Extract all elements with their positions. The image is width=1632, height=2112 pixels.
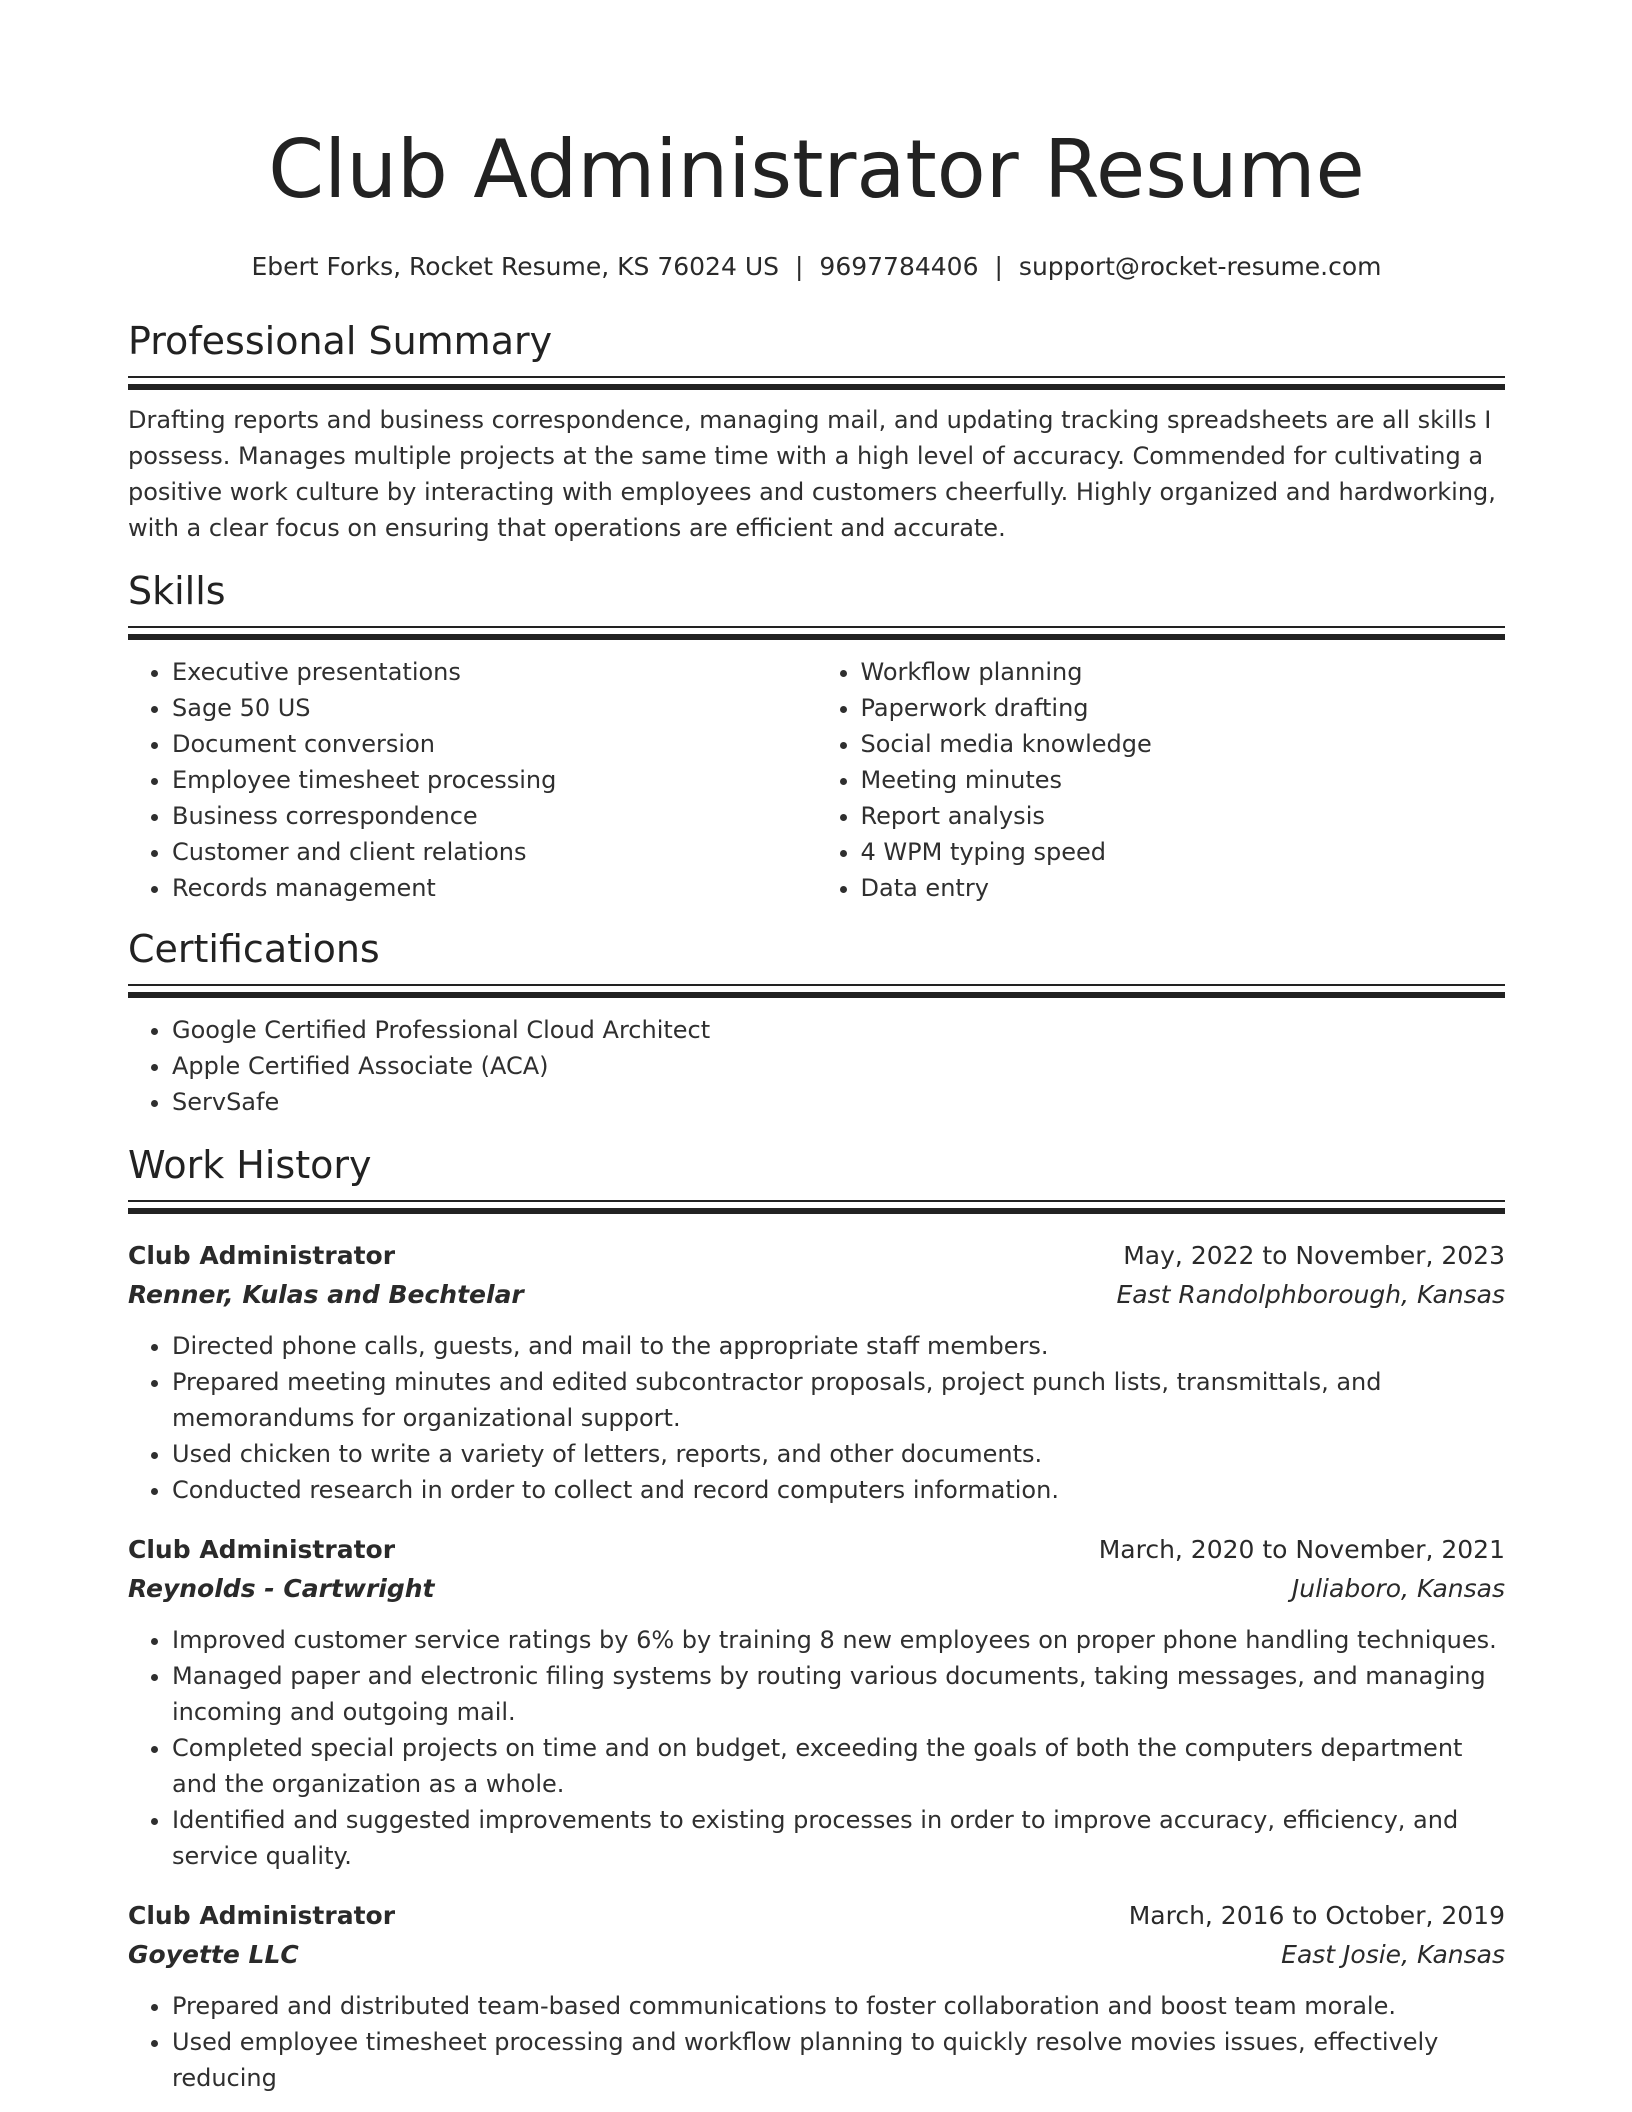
job-company: Goyette LLC — [128, 1940, 299, 1969]
job-bullet: • Conducted research in order to collect and record computers information. — [172, 1472, 1505, 1508]
job-dates: May, 2022 to November, 2023 — [1123, 1241, 1505, 1270]
job-company: Renner, Kulas and Bechtelar — [128, 1280, 524, 1309]
summary-heading: Professional Summary — [128, 319, 553, 363]
skills-section — [128, 568, 1505, 906]
job-company-row — [128, 1936, 1505, 1974]
job-dates: March, 2020 to November, 2021 — [1098, 1535, 1505, 1564]
contact-email: support@rocket-resume.com — [1018, 252, 1382, 281]
skill-item: • Executive presentations — [172, 654, 817, 690]
skill-item: • Document conversion — [172, 726, 817, 762]
certification-item: • Google Certified Professional Cloud Architect — [172, 1012, 1505, 1048]
job-bullet: • Prepared and distributed team-based communications to foster collaboration and boost team morale. — [172, 1988, 1505, 2024]
certification-item: • Apple Certified Associate (ACA) — [172, 1048, 1505, 1084]
skill-item: • Workflow planning — [861, 654, 1506, 690]
job-title: Club Administrator — [128, 1901, 396, 1930]
job-bullet: • Used chicken to write a variety of letters, reports, and other documents. — [172, 1436, 1505, 1472]
job-header-row — [128, 1530, 1505, 1570]
job-dates: March, 2016 to October, 2019 — [1128, 1901, 1505, 1930]
skill-item: • Records management — [172, 870, 817, 906]
section-divider — [128, 1200, 1505, 1214]
contact-separator: | — [994, 252, 1003, 281]
certification-item: • ServSafe — [172, 1084, 1505, 1120]
job-company-row — [128, 1570, 1505, 1608]
skill-item: • Customer and client relations — [172, 834, 817, 870]
contact-line — [128, 252, 1505, 282]
job-header-row — [128, 1236, 1505, 1276]
job-title: Club Administrator — [128, 1241, 396, 1270]
skill-item: • Report analysis — [861, 798, 1506, 834]
job-company: Reynolds - Cartwright — [128, 1574, 435, 1603]
skill-item: • Social media knowledge — [861, 726, 1506, 762]
skill-item: • Meeting minutes — [861, 762, 1506, 798]
job-location: East Josie, Kansas — [1281, 1940, 1505, 1969]
section-divider — [128, 984, 1505, 998]
summary-section — [128, 318, 1505, 546]
section-divider — [128, 376, 1505, 390]
job-bullets — [128, 1328, 1505, 1508]
contact-address: Ebert Forks, Rocket Resume, KS 76024 US — [251, 252, 779, 281]
contact-phone: 9697784406 — [819, 252, 979, 281]
job-bullet: • Completed special projects on time and on budget, exceeding the goals of both the computers department and the organization as a whole. — [172, 1730, 1505, 1802]
skills-list-right — [817, 654, 1506, 906]
job-entry — [128, 1530, 1505, 1874]
job-header-row — [128, 1896, 1505, 1936]
job-entry — [128, 1896, 1505, 2096]
skills-grid — [128, 640, 1505, 906]
skills-list-left — [128, 654, 817, 906]
job-bullets — [128, 1988, 1505, 2096]
job-entry — [128, 1236, 1505, 1508]
job-bullet: • Improved customer service ratings by 6% by training 8 new employees on proper phone handling techniques. — [172, 1622, 1505, 1658]
skills-heading: Skills — [128, 569, 226, 613]
job-title: Club Administrator — [128, 1535, 396, 1564]
skill-item: • Business correspondence — [172, 798, 817, 834]
resume-title: Club Administrator Resume — [268, 123, 1365, 216]
job-bullet: • Prepared meeting minutes and edited subcontractor proposals, project punch lists, transmittals, and memorandums for organizational support. — [172, 1364, 1505, 1436]
certifications-section — [128, 926, 1505, 1120]
job-location: Juliaboro, Kansas — [1291, 1574, 1505, 1603]
skill-item: • 4 WPM typing speed — [861, 834, 1506, 870]
work-history-heading: Work History — [128, 1143, 372, 1187]
job-bullet: • Identified and suggested improvements to existing processes in order to improve accuracy, efficiency, and service quality. — [172, 1802, 1505, 1874]
contact-separator: | — [794, 252, 804, 281]
skill-item: • Paperwork drafting — [861, 690, 1506, 726]
section-divider — [128, 626, 1505, 640]
job-location: East Randolphborough, Kansas — [1116, 1280, 1505, 1309]
summary-text: Drafting reports and business correspondence, managing mail, and updating tracking spreadsheets are all skills I possess. Manages multiple projects at the same time with a high level of accuracy. Commended for cultivating a positive work culture by interacting with employees and customers cheerfully. Highly organized and hardworking, with a clear focus on ensuring that operations are efficient and accurate. — [128, 406, 1496, 542]
work-history-section — [128, 1142, 1505, 2096]
skill-item: • Sage 50 US — [172, 690, 817, 726]
certifications-heading: Certifications — [128, 927, 380, 971]
job-bullet: • Directed phone calls, guests, and mail to the appropriate staff members. — [172, 1328, 1505, 1364]
job-bullets — [128, 1622, 1505, 1874]
skill-item: • Data entry — [861, 870, 1506, 906]
skill-item: • Employee timesheet processing — [172, 762, 817, 798]
job-company-row — [128, 1276, 1505, 1314]
job-bullet: • Managed paper and electronic filing systems by routing various documents, taking messages, and managing incoming and outgoing mail. — [172, 1658, 1505, 1730]
job-bullet: • Used employee timesheet processing and workflow planning to quickly resolve movies issues, effectively reducing — [172, 2024, 1505, 2096]
certifications-list — [128, 1012, 1505, 1120]
